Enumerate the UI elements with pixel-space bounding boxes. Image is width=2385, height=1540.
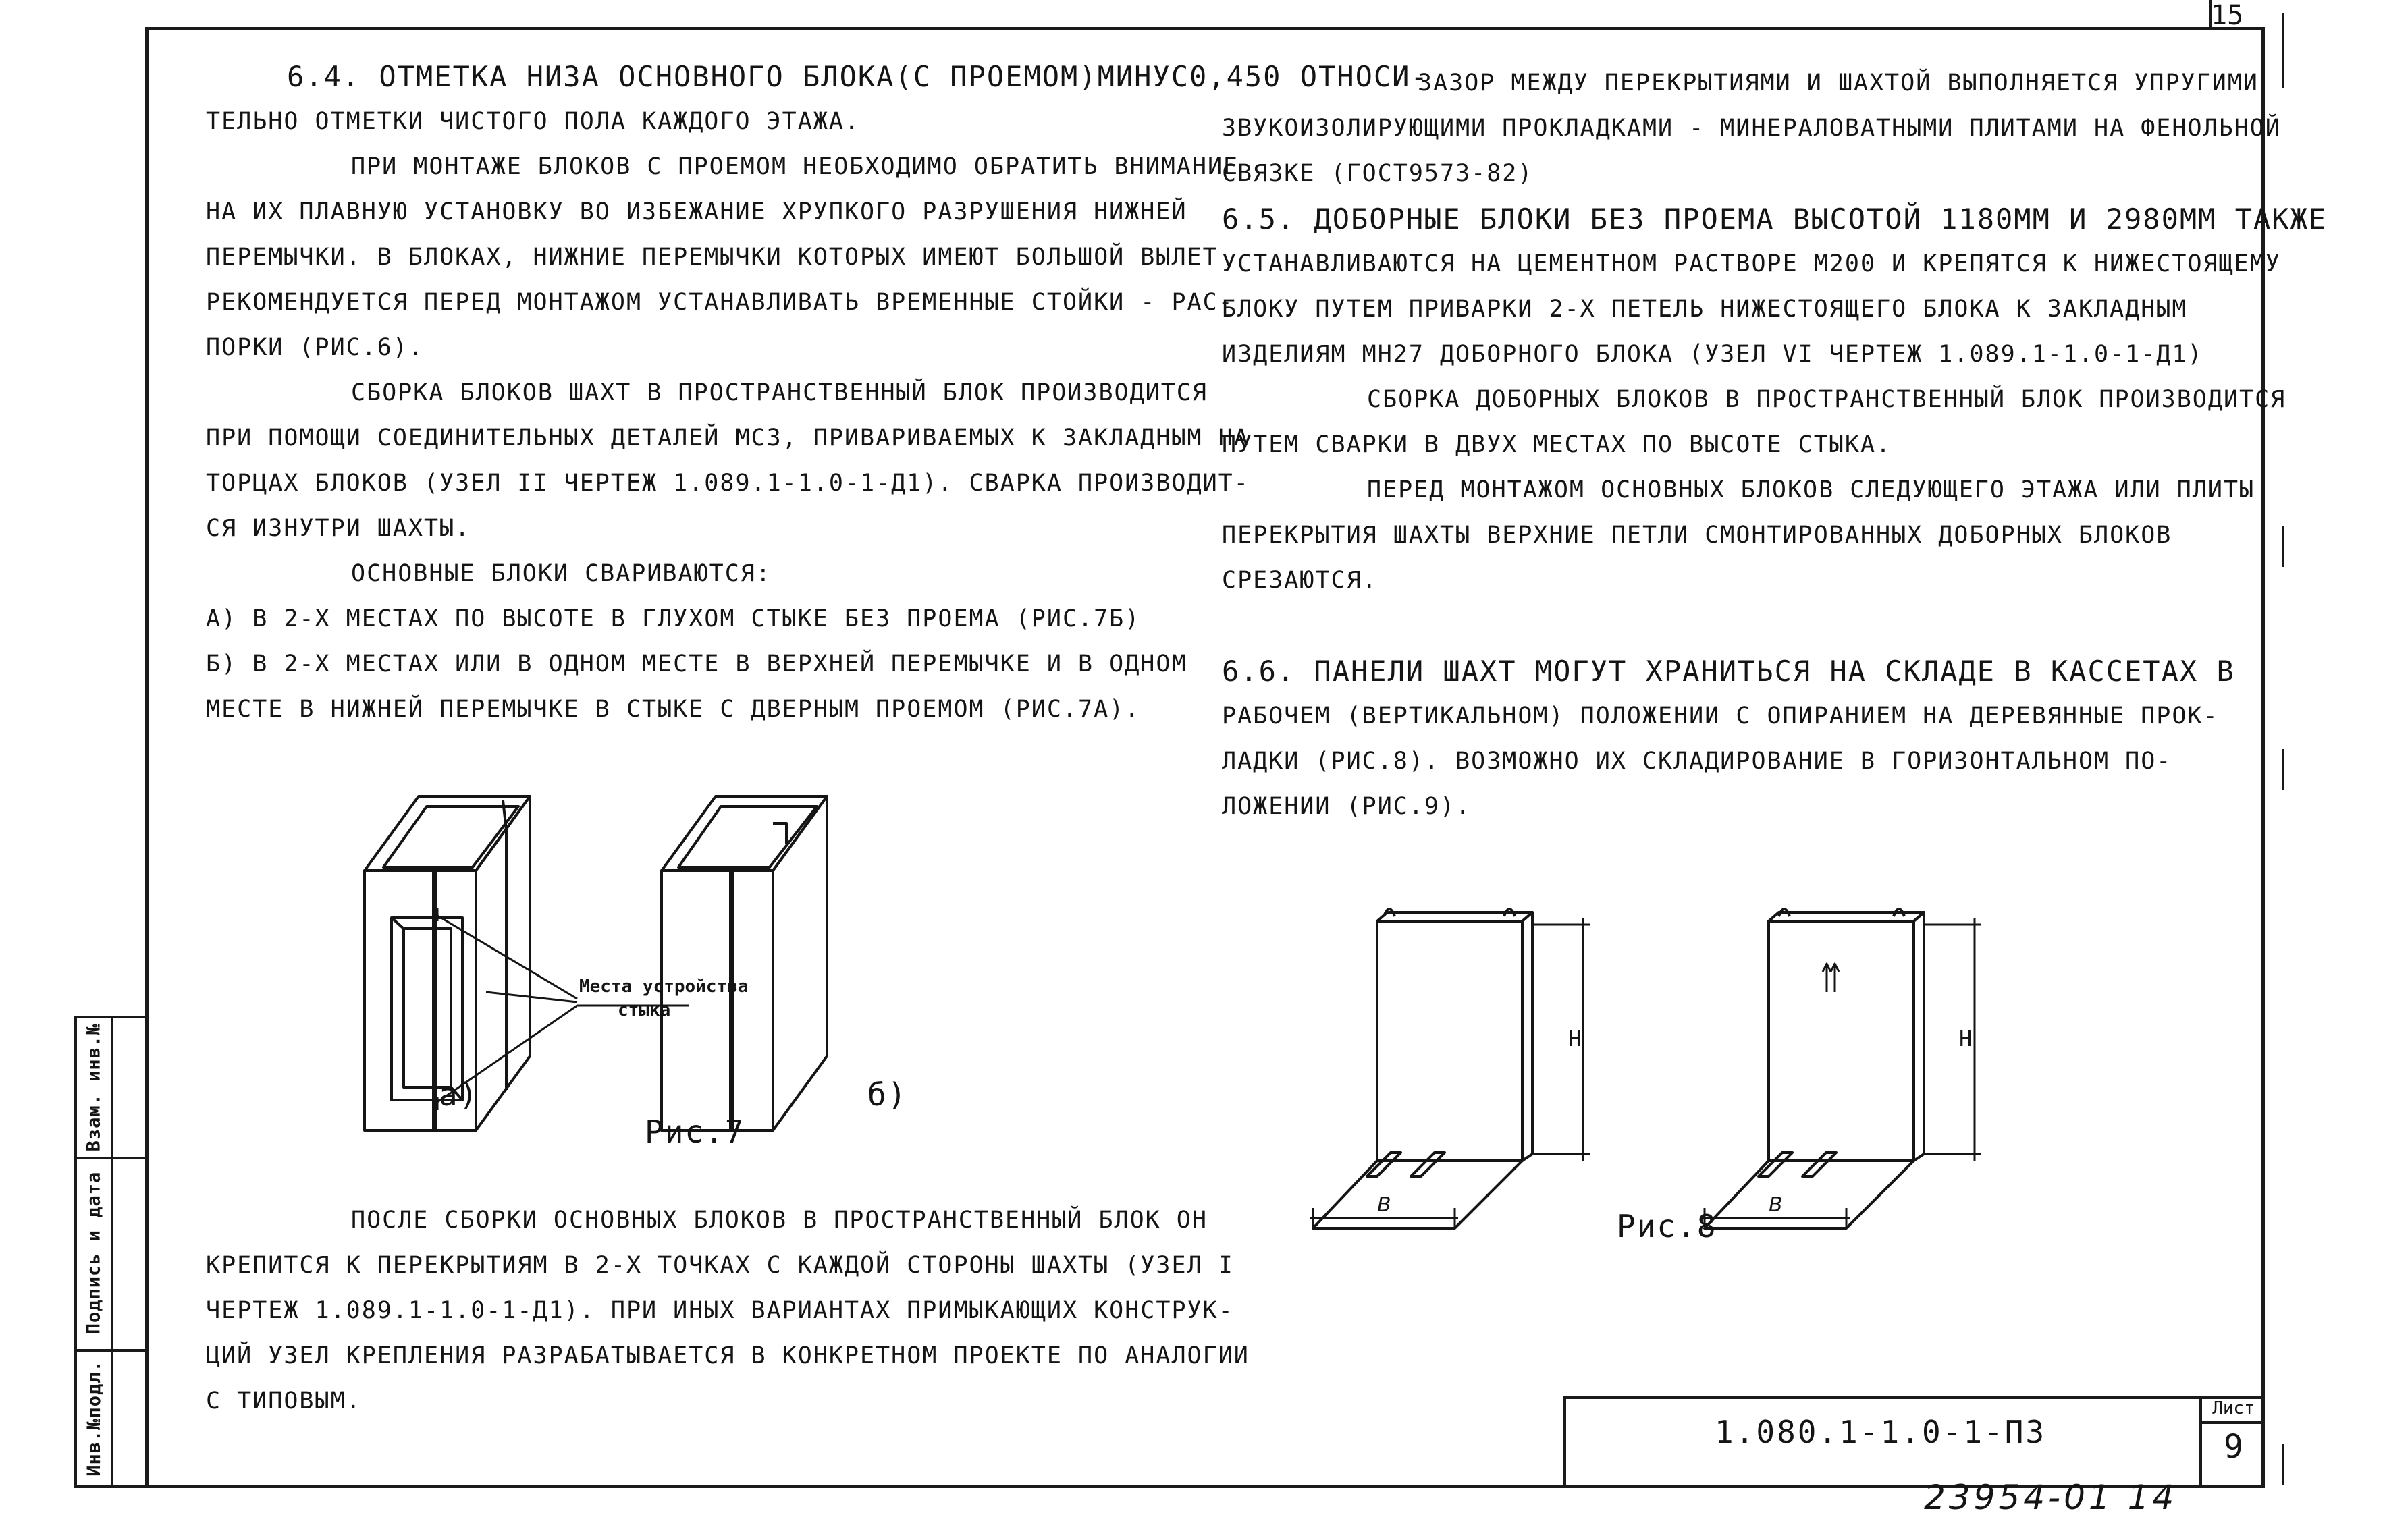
paragraph-6-4: 6.4. ОТМЕТКА НИЗА ОСНОВНОГО БЛОКА(С ПРОЕМОМ)МИНУС0,450 ОТНОСИ-	[287, 60, 1429, 93]
text-line: СРЕЗАЮТСЯ.	[1222, 567, 1378, 594]
text-line: МЕСТЕ В НИЖНЕЙ ПЕРЕМЫЧКЕ В СТЫКЕ С ДВЕРНЫМ ПРОЕМОМ (РИС.7А).	[206, 696, 1141, 723]
figure-7-drawing	[351, 776, 837, 1154]
text-line: ОСНОВНЫЕ БЛОКИ СВАРИВАЮТСЯ:	[351, 560, 772, 587]
stamp-cell-inv-original: Инв.№подл.	[83, 1360, 105, 1477]
text-line: ЛАДКИ (РИС.8). ВОЗМОЖНО ИХ СКЛАДИРОВАНИЕ В ГОРИЗОНТАЛЬНОМ ПО-	[1222, 748, 2172, 775]
text-line: ЗВУКОИЗОЛИРУЮЩИМИ ПРОКЛАДКАМИ - МИНЕРАЛОВАТНЫМИ ПЛИТАМИ НА ФЕНОЛЬНОЙ	[1222, 115, 2281, 142]
fig7-sublabel-a: а)	[439, 1076, 479, 1113]
text-line: ИЗДЕЛИЯМ МН27 ДОБОРНОГО БЛОКА (УЗЕЛ VI ЧЕРТЕЖ 1.089.1-1.0-1-Д1)	[1222, 341, 2203, 368]
stamp-divider	[111, 1018, 113, 1485]
fig7-caption: Рис.7	[645, 1113, 745, 1150]
sheet-label: Лист	[2202, 1396, 2265, 1424]
text-line: РАБОЧЕМ (ВЕРТИКАЛЬНОМ) ПОЛОЖЕНИИ С ОПИРАНИЕМ НА ДЕРЕВЯННЫЕ ПРОК-	[1222, 703, 2219, 730]
panel-storage-2	[1701, 909, 1981, 1228]
text-line: ПУТЕМ СВАРКИ В ДВУХ МЕСТАХ ПО ВЫСОТЕ СТЫКА.	[1222, 431, 1892, 458]
left-bottom-text	[206, 1198, 1250, 1424]
list-item-b: Б) В 2-Х МЕСТАХ ИЛИ В ОДНОМ МЕСТЕ В ВЕРХНЕЙ ПЕРЕМЫЧКЕ И В ОДНОМ	[206, 651, 1187, 678]
text-line: РЕКОМЕНДУЕТСЯ ПЕРЕД МОНТАЖОМ УСТАНАВЛИВАТЬ ВРЕМЕННЫЕ СТОЙКИ - РАС-	[206, 289, 1234, 316]
paragraph-6-6: 6.6. ПАНЕЛИ ШАХТ МОГУТ ХРАНИТЬСЯ НА СКЛАДЕ В КАССЕТАХ В	[1222, 655, 2235, 688]
document-code: 1.080.1-1.0-1-ПЗ	[1715, 1414, 2047, 1450]
fig8-dim-b-2: В	[1769, 1193, 1783, 1217]
text-line: ЗАЗОР МЕЖДУ ПЕРЕКРЫТИЯМИ И ШАХТОЙ ВЫПОЛНЯЕТСЯ УПРУГИМИ	[1418, 70, 2259, 97]
paragraph-gap	[1222, 603, 2327, 649]
stamp-cell-replace-inv: Взам. инв.№	[83, 1023, 105, 1152]
text-line: ТЕЛЬНО ОТМЕТКИ ЧИСТОГО ПОЛА КАЖДОГО ЭТАЖА.	[206, 108, 861, 135]
text-line: ПРИ ПОМОЩИ СОЕДИНИТЕЛЬНЫХ ДЕТАЛЕЙ МС3, ПРИВАРИВАЕМЫХ К ЗАКЛАДНЫМ НА	[206, 424, 1250, 451]
text-line: ЧЕРТЕЖ 1.089.1-1.0-1-Д1). ПРИ ИНЫХ ВАРИАНТАХ ПРИМЫКАЮЩИХ КОНСТРУК-	[206, 1297, 1234, 1324]
right-column-text	[1222, 61, 2327, 829]
text-line: ПРИ МОНТАЖЕ БЛОКОВ С ПРОЕМОМ НЕОБХОДИМО ОБРАТИТЬ ВНИМАНИЕ	[351, 153, 1239, 180]
text-line: СБОРКА ДОБОРНЫХ БЛОКОВ В ПРОСТРАНСТВЕННЫЙ БЛОК ПРОИЗВОДИТСЯ	[1367, 386, 2286, 413]
stamp-cell-signature-date: Подпись и дата	[83, 1171, 105, 1335]
fig8-caption: Рис.8	[1617, 1208, 1717, 1244]
corner-number: 15	[2211, 0, 2244, 31]
text-line: ЦИЙ УЗЕЛ КРЕПЛЕНИЯ РАЗРАБАТЫВАЕТСЯ В КОНКРЕТНОМ ПРОЕКТЕ ПО АНАЛОГИИ	[206, 1342, 1250, 1369]
text-line: ПЕРЕД МОНТАЖОМ ОСНОВНЫХ БЛОКОВ СЛЕДУЮЩЕГО ЭТАЖА ИЛИ ПЛИТЫ	[1367, 476, 2255, 503]
fig7-label-line2: стыка	[618, 1000, 671, 1020]
block-b-blind	[662, 796, 827, 1130]
text-line: ПЕРЕМЫЧКИ. В БЛОКАХ, НИЖНИЕ ПЕРЕМЫЧКИ КОТОРЫХ ИМЕЮТ БОЛЬШОЙ ВЫЛЕТ	[206, 244, 1218, 271]
text-line: УСТАНАВЛИВАЮТСЯ НА ЦЕМЕНТНОМ РАСТВОРЕ М200 И КРЕПЯТСЯ К НИЖЕСТОЯЩЕМУ	[1222, 250, 2281, 277]
fig7-sublabel-b: б)	[867, 1076, 908, 1113]
panel-storage-1	[1310, 909, 1590, 1228]
fig8-dim-b-1: В	[1377, 1193, 1391, 1217]
list-item-a: А) В 2-Х МЕСТАХ ПО ВЫСОТЕ В ГЛУХОМ СТЫКЕ БЕЗ ПРОЕМА (РИС.7Б)	[206, 605, 1141, 632]
fig7-label-line1: Места устройства	[579, 977, 749, 997]
fig8-dim-h-1: Н	[1568, 1026, 1582, 1051]
fig8-dim-h-2: Н	[1959, 1026, 1973, 1051]
text-line: ТОРЦАХ БЛОКОВ (УЗЕЛ II ЧЕРТЕЖ 1.089.1-1.0-1-Д1). СВАРКА ПРОИЗВОДИТ-	[206, 470, 1250, 497]
text-line: ПЕРЕКРЫТИЯ ШАХТЫ ВЕРХНИЕ ПЕТЛИ СМОНТИРОВАННЫХ ДОБОРНЫХ БЛОКОВ	[1222, 522, 2172, 549]
text-line: ПОСЛЕ СБОРКИ ОСНОВНЫХ БЛОКОВ В ПРОСТРАНСТВЕННЫЙ БЛОК ОН	[351, 1207, 1208, 1234]
text-line: НА ИХ ПЛАВНУЮ УСТАНОВКУ ВО ИЗБЕЖАНИЕ ХРУПКОГО РАЗРУШЕНИЯ НИЖНЕЙ	[206, 198, 1187, 225]
text-line: ПОРКИ (РИС.6).	[206, 334, 425, 361]
sheet-box	[2199, 1396, 2265, 1488]
margin-mark	[2282, 1444, 2284, 1485]
text-line: КРЕПИТСЯ К ПЕРЕКРЫТИЯМ В 2-Х ТОЧКАХ С КАЖДОЙ СТОРОНЫ ШАХТЫ (УЗЕЛ I	[206, 1252, 1234, 1279]
text-line: ЛОЖЕНИИ (РИС.9).	[1222, 793, 1472, 820]
paragraph-6-5: 6.5. ДОБОРНЫЕ БЛОКИ БЕЗ ПРОЕМА ВЫСОТОЙ 1180ММ И 2980ММ ТАКЖЕ	[1222, 202, 2328, 236]
side-stamp	[74, 1016, 145, 1488]
handwritten-number: 23954-01 14	[1924, 1478, 2178, 1517]
text-line: СЯ ИЗНУТРИ ШАХТЫ.	[206, 515, 471, 542]
text-line: СБОРКА БЛОКОВ ШАХТ В ПРОСТРАНСТВЕННЫЙ БЛОК ПРОИЗВОДИТСЯ	[351, 379, 1208, 406]
text-line: БЛОКУ ПУТЕМ ПРИВАРКИ 2-Х ПЕТЕЛЬ НИЖЕСТОЯЩЕГО БЛОКА К ЗАКЛАДНЫМ	[1222, 296, 2188, 323]
text-line: С ТИПОВЫМ.	[206, 1387, 362, 1414]
figure-8-drawing	[1283, 891, 2032, 1217]
text-line: СВЯЗКЕ (ГОСТ9573-82)	[1222, 160, 1534, 187]
sheet-number: 9	[2224, 1428, 2243, 1466]
